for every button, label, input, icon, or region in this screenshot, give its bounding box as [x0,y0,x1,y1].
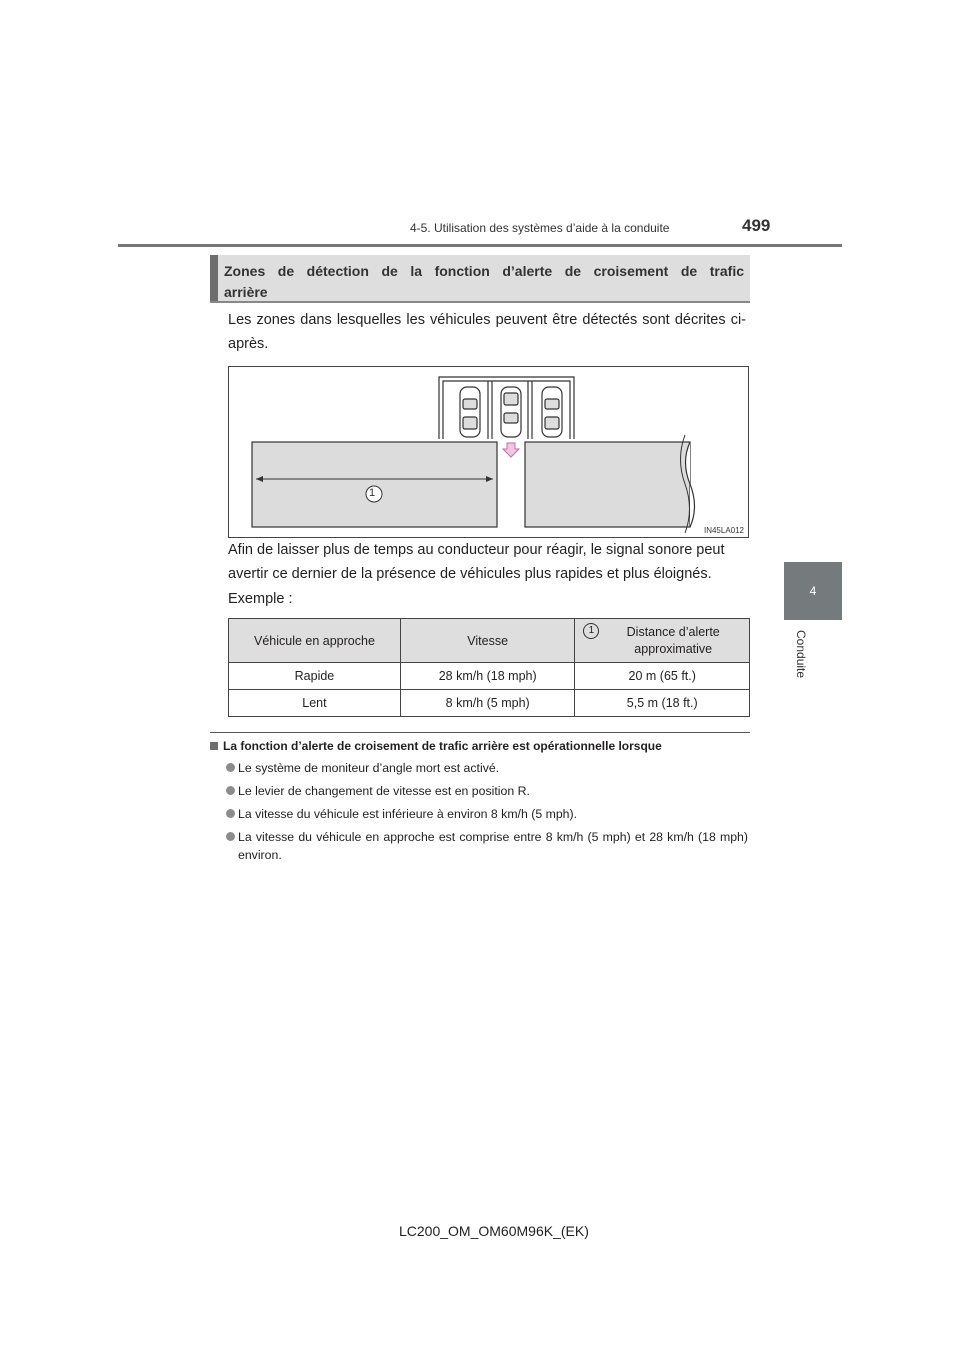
chapter-label: Conduite [794,630,808,679]
table-header-row [229,619,750,663]
detection-zone-diagram [229,367,750,539]
intro-paragraph: Les zones dans lesquelles les véhicules peuvent être détectés sont décrites ci-après. [228,312,746,352]
table-cell: 5,5 m (18 ft.) [575,690,750,717]
table-row [229,690,750,717]
chapter-number: 4 [809,584,817,598]
header-section-title: 4-5. Utilisation des systèmes d’aide à la conduite [410,221,670,235]
note-heading: La fonction d’alerte de croisement de trafic arrière est opérationnelle lorsque [210,739,662,753]
footer-code: LC200_OM_OM60M96K_(EK) [399,1223,589,1239]
table-header-cell: Véhicule en approche [229,619,401,663]
table-cell: 8 km/h (5 mph) [400,690,575,717]
figure-callout: 1 [369,487,376,499]
example-label: Exemple : [228,591,293,607]
parked-cars [460,387,562,437]
table-cell: Rapide [229,663,401,690]
table-cell: Lent [229,690,401,717]
table-header-cell: Vitesse [400,619,575,663]
square-bullet-icon [210,742,218,750]
bullet-icon [226,809,235,818]
figure-code: IN45LA012 [703,526,744,535]
detection-zone-left [252,442,497,527]
section-title: Zones de détection de la fonction d’alerte de croisement de trafic arrière [224,263,744,300]
bullet-icon [226,786,235,795]
page-number: 499 [742,216,771,235]
bullet-icon [226,763,235,772]
detection-zone-right [525,442,690,527]
table-row [229,663,750,690]
chapter-tab [784,562,842,620]
table-callout: 1 [583,623,599,639]
bullet-icon [226,832,235,841]
table-header-cell: 1 Distance d’alerte approximative [575,619,750,663]
section-heading [210,255,750,303]
note-rule [210,732,750,733]
warning-distance-table [228,618,750,717]
section-heading-bar [210,255,218,301]
table-cell: 28 km/h (18 mph) [400,663,575,690]
reverse-arrow [503,443,519,457]
detection-zone-figure [228,366,749,538]
table-cell: 20 m (65 ft.) [575,663,750,690]
paragraph-2: Afin de laisser plus de temps au conducteur pour réagir, le signal sonore peut avertir ce dernier de la présence de véhicules plus rapides et plus éloignés. [228,542,725,582]
header-rule [118,244,842,247]
